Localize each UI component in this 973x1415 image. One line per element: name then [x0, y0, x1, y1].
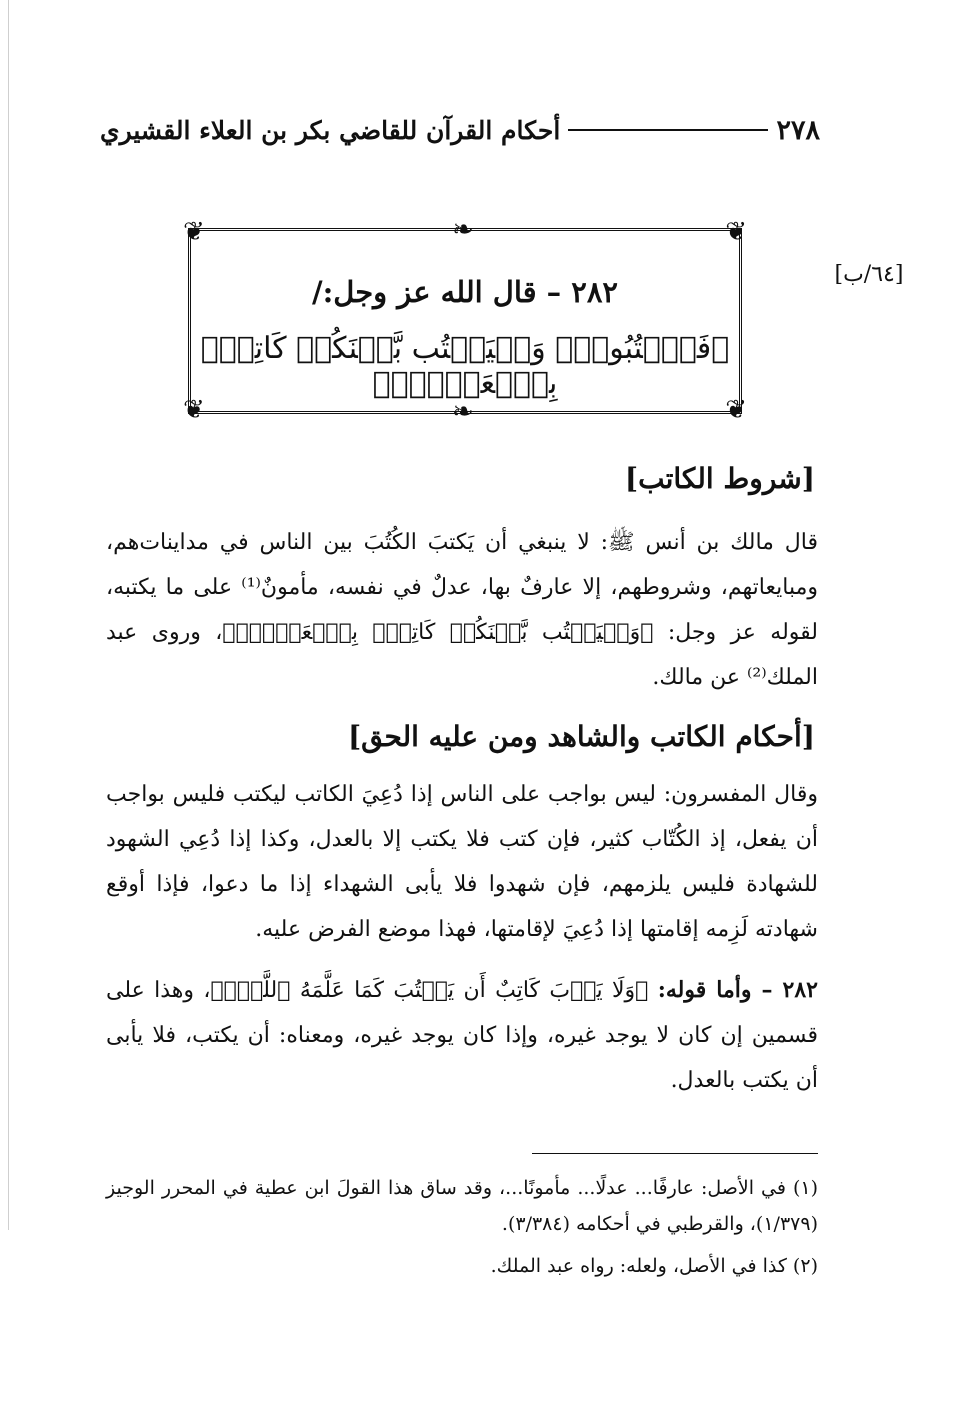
manuscript-folio-ref: [٦٤/ب]	[834, 262, 904, 287]
top-ornament-icon: ❧	[452, 215, 474, 245]
verse-paragraph-text: ﴿وَلَا يَأۡبَ كَاتِبٌ أَن يَكۡتُبَ كَمَا عَلَّمَهُ ٱللَّهُۚ﴾، وهذا على قسمين إن كان لا يوجد غيره، وإذا كان يوجد غيره، ومعناه: أن يكتب، فلا يأبى أن يكتب بالعدل.	[106, 978, 818, 1093]
page-number: ٢٧٨	[776, 114, 820, 146]
header-rule	[568, 129, 768, 131]
footnote: (٢) كذا في الأصل، ولعله: رواه عبد الملك.	[490, 1255, 818, 1277]
corner-ornament-icon: ❦	[725, 395, 747, 425]
paragraph: وقال المفسرون: ليس بواجب على الناس إذا دُعِيَ الكاتب ليكتب فليس بواجب أن يفعل، إذ الكُتّاب كثير، فإن كتب فلا يكتب إلا بالعدل، وكذا إذا دُعِي الشهود للشهادة فليس يلزمهم، فإن شهدوا فلا يأبى الشهداء إذا ما دعوا، فإذا أوقع شهادته لَزِمه إقامتها إذا دُعِيَ لإقامتها، فهذا موضع الفرض عليه.	[106, 782, 818, 942]
section-heading: [أحكام الكاتب والشاهد ومن عليه الحق]	[347, 720, 815, 753]
section-heading: [شروط الكاتب]	[624, 462, 815, 495]
bottom-ornament-icon: ❧	[452, 397, 474, 427]
book-title: أحكام القرآن للقاضي بكر بن العلاء القشيري	[100, 115, 561, 145]
scan-edge-line	[8, 0, 9, 1230]
quran-verse: ﴿فَٱكۡتُبُوهُۚ وَلۡيَكۡتُب بَّيۡنَكُمۡ كَاتِبُۢ بِٱلۡعَدۡلِۚ﴾	[200, 331, 730, 401]
paragraph: قال مالك بن أنس ﷺ: لا ينبغي أن يَكتبَ الكُتُبَ بين الناس في مداينات‌هم، ومبايعاتهم، وشروطهم، إلا عارفٌ بها، عدلٌ في نفسه، مأمونٌ⁽¹⁾ على ما يكتبه، لقوله عز وجل: ﴿وَلۡيَكۡتُب بَّيۡنَكُمۡ كَاتِبُۢ بِٱلۡعَدۡلِۚ﴾، وروى عبد الملك⁽²⁾ عن مالك.	[106, 530, 818, 690]
verse-heading: ٢٨٢ – قال الله عز وجل:/	[311, 275, 619, 309]
running-header	[100, 108, 820, 152]
corner-ornament-icon: ❦	[725, 217, 747, 247]
verse-number-lead: ٢٨٢ – وأما قوله:	[657, 977, 818, 1003]
footnote: (١) في الأصل: عارفًا... عدلًا... مأمونًا...، وقد ساق هذا القولَ ابن عطية في المحرر الوجيز (١/٣٧٩)، والقرطبي في أحكامه (٣/٣٨٤).	[106, 1177, 818, 1235]
corner-ornament-icon: ❦	[183, 395, 205, 425]
verse-paragraph	[106, 968, 818, 1103]
ornamental-frame	[183, 215, 747, 427]
corner-ornament-icon: ❦	[183, 217, 205, 247]
footnote-separator	[532, 1153, 818, 1154]
